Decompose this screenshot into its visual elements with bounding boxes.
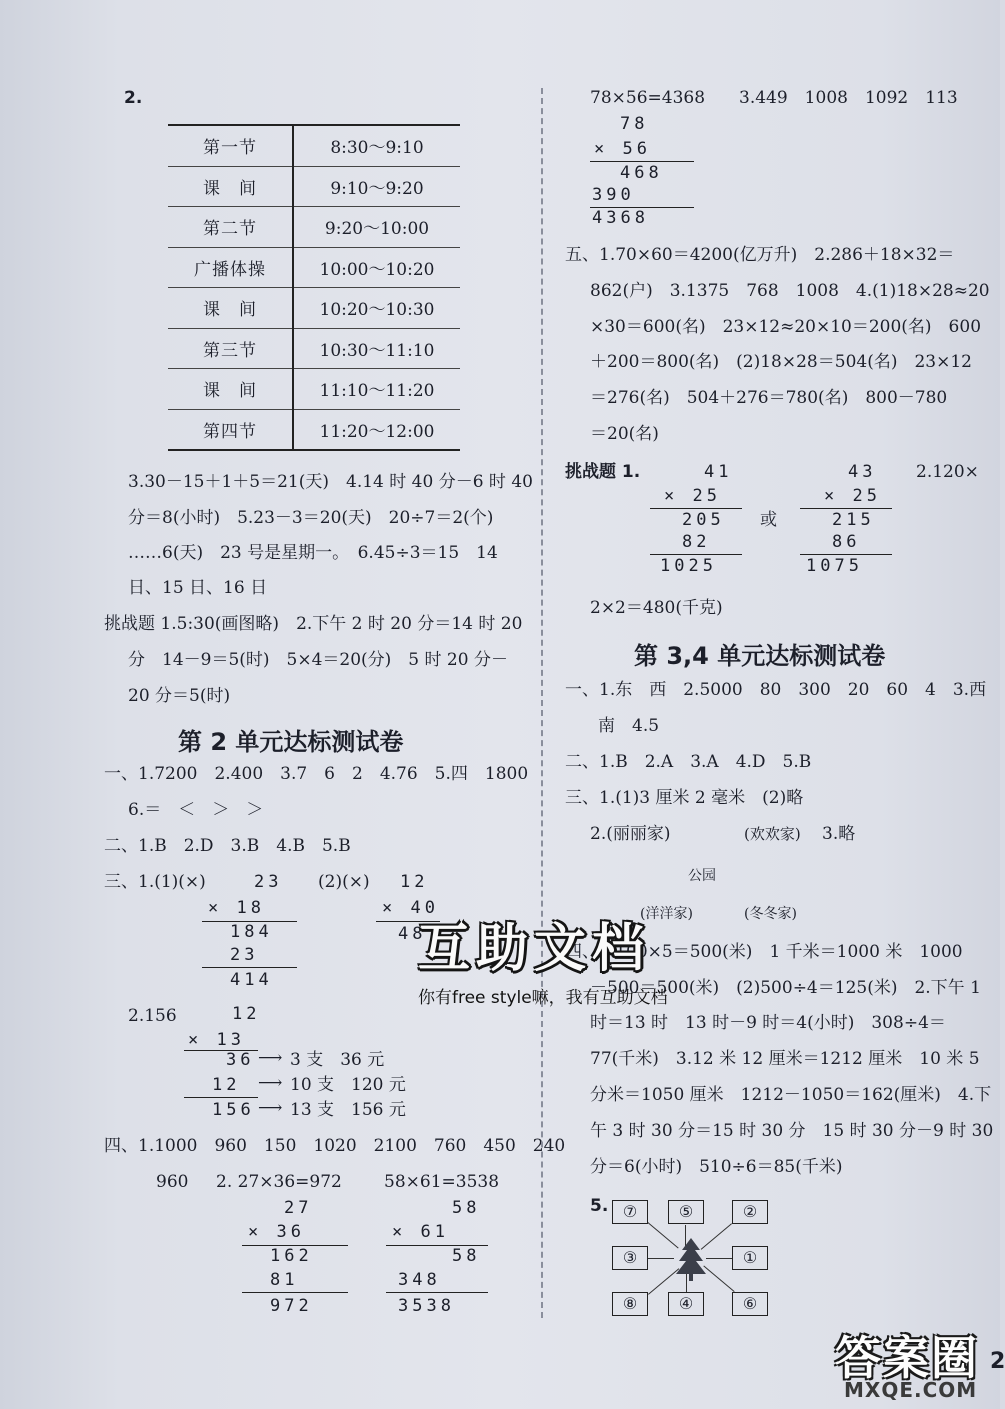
- calc-digit: 82: [682, 532, 711, 552]
- calc-digit: 205: [682, 510, 725, 530]
- column-divider: [541, 88, 543, 1318]
- answer-line: 77(千米) 3.12 米 12 厘米＝1212 厘米 10 米 5: [590, 1049, 980, 1069]
- calc-digit: × 25: [664, 486, 721, 506]
- page-number-edge: 2: [990, 1349, 1005, 1374]
- answer-line: 三、1.(1)(×): [104, 872, 206, 892]
- calc-digit: 81: [270, 1270, 299, 1290]
- calc-digit: × 40: [382, 898, 439, 918]
- answer-line: ×30＝600(名) 23×12≈20×10＝200(名) 600: [590, 317, 982, 337]
- answer-line: 2.120×: [916, 462, 979, 482]
- grid-cell: ②: [732, 1200, 768, 1224]
- answer-line: 一、1.东 西 2.5000 80 300 20 60 4 3.西: [565, 680, 987, 700]
- answer-line: 四、1.1000 960 150 1020 2100 760 450 240: [104, 1136, 566, 1156]
- calc-digit: × 61: [392, 1222, 449, 1242]
- answer-line: 或: [760, 510, 777, 530]
- answer-line: 午 3 时 30 分＝15 时 30 分 15 时 30 分－9 时 30: [590, 1121, 994, 1141]
- answer-line: 南 4.5: [598, 716, 660, 736]
- answer-line: ＋200＝800(名) (2)18×28＝504(名) 23×12: [590, 352, 972, 372]
- map-label: (冬冬家): [744, 906, 797, 922]
- calc-digit: 12: [232, 1004, 261, 1024]
- calc-digit: 27: [284, 1198, 313, 1218]
- arrow-icon: ⟶: [258, 1048, 283, 1068]
- calc-rule: [184, 1097, 258, 1098]
- calc-digit: 86: [832, 532, 861, 552]
- calc-digit: × 56: [594, 139, 651, 159]
- table-row: 第三节 10:30～11:10: [168, 328, 460, 369]
- calc-digit: 390: [592, 185, 635, 205]
- corner-watermark: 答案圈: [835, 1331, 979, 1385]
- section-heading-unit2: 第 2 单元达标测试卷: [178, 728, 404, 756]
- answer-line: 20 分＝5(时): [128, 686, 231, 706]
- grid-cell: ③: [612, 1246, 648, 1270]
- answer-line: 挑战题 1.: [565, 462, 641, 482]
- grid-cell: ⑥: [732, 1292, 768, 1316]
- table-row: 广播体操 10:00～10:20: [168, 247, 460, 288]
- answer-line: 时＝13 时 13 时－9 时＝4(小时) 308÷4＝: [590, 1013, 946, 1033]
- schedule-table: [168, 124, 460, 451]
- calc-digit: 348: [398, 1270, 441, 1290]
- answer-line: 日、15 日、16 日: [128, 578, 268, 598]
- connector-line: [706, 1258, 732, 1259]
- answer-line: 分＝8(小时) 5.23－3＝20(天) 20÷7＝2(个): [128, 508, 494, 528]
- calc-digit: × 36: [248, 1222, 305, 1242]
- calc-rule: [650, 508, 742, 509]
- calc-note: 13 支 156 元: [290, 1100, 406, 1120]
- calc-rule: [386, 1292, 488, 1293]
- calc-digit: 58: [452, 1198, 481, 1218]
- calc-digit: × 13: [188, 1030, 245, 1050]
- answer-line: ＝20(名): [590, 424, 659, 444]
- calc-digit: 1025: [660, 556, 717, 576]
- calc-digit: 58: [452, 1246, 481, 1266]
- map-label: 2.(丽丽家): [590, 824, 671, 844]
- arrow-icon: ⟶: [258, 1073, 283, 1093]
- arrow-icon: ⟶: [258, 1098, 283, 1118]
- calc-rule: [202, 967, 297, 968]
- calc-digit: 36: [226, 1050, 255, 1070]
- section-heading-unit34: 第 3,4 单元达标测试卷: [634, 642, 886, 670]
- calc-digit: 414: [230, 970, 273, 990]
- answer-line: 3.略: [822, 824, 856, 844]
- calc-digit: 3538: [398, 1296, 455, 1316]
- calc-digit: 41: [704, 462, 733, 482]
- grid-cell: ⑦: [612, 1200, 648, 1224]
- calc-digit: 215: [832, 510, 875, 530]
- answer-line: 5.: [590, 1196, 609, 1216]
- table-row: 课 间 9:10～9:20: [168, 166, 460, 207]
- calc-rule: [800, 554, 892, 555]
- q2-label: 2.: [124, 88, 143, 108]
- calc-digit: 78: [620, 114, 649, 134]
- answer-line: 三、1.(1)3 厘米 2 毫米 (2)略: [565, 788, 804, 808]
- answer-line: 3.30－15＋1＋5＝21(天) 4.14 时 40 分－6 时 40: [128, 472, 533, 492]
- grid-cell: ①: [732, 1246, 768, 1270]
- answer-line: 862(户) 3.1375 768 1008 4.(1)18×28≈20: [590, 281, 990, 301]
- table-row: 第四节 11:20～12:00: [168, 409, 460, 450]
- answer-line: 二、1.B 2.D 3.B 4.B 5.B: [104, 836, 351, 856]
- calc-digit: 156: [212, 1100, 255, 1120]
- connector-line: [703, 1266, 734, 1292]
- connector-line: [648, 1258, 674, 1259]
- map-label: 公园: [688, 868, 716, 884]
- answer-line: 分米＝1050 厘米 1212－1050＝162(厘米) 4.下: [590, 1085, 992, 1105]
- grid-cell: ⑧: [612, 1292, 648, 1316]
- answer-line: 一、1.7200 2.400 3.7 6 2 4.76 5.四 1800: [104, 764, 529, 784]
- table-row: 课 间 11:10～11:20: [168, 369, 460, 410]
- calc-digit: 48: [398, 924, 427, 944]
- answer-line: 58×61=3538: [384, 1172, 500, 1192]
- calc-rule: [242, 1292, 348, 1293]
- calc-digit: 972: [270, 1296, 313, 1316]
- calc-digit: 23: [230, 945, 259, 965]
- answer-line: 2.156: [128, 1006, 177, 1026]
- answer-line: 四、1.100×5＝500(米) 1 千米＝1000 米 1000: [565, 942, 963, 962]
- calc-digit: 23: [254, 872, 283, 892]
- watermark-subtitle: 你有free style嘛，我有互助文档: [418, 988, 668, 1008]
- calc-rule: [650, 554, 742, 555]
- calc-digit: 4368: [592, 208, 649, 228]
- answer-line: 五、1.70×60＝4200(亿万升) 2.286＋18×32＝: [565, 245, 955, 265]
- answer-line: 78×56=4368 3.449 1008 1092 113: [590, 88, 958, 108]
- calc-digit: 12: [400, 872, 429, 892]
- answer-line: 挑战题 1.5:30(画图略) 2.下午 2 时 20 分＝14 时 20: [104, 614, 523, 634]
- table-row: 第一节 8:30～9:10: [168, 125, 460, 166]
- answer-line: 2. 27×36=972: [216, 1172, 342, 1192]
- calc-digit: 162: [270, 1246, 313, 1266]
- answer-line: ＝276(名) 504＋276＝780(名) 800－780: [590, 388, 948, 408]
- calc-digit: 1075: [806, 556, 863, 576]
- calc-digit: 184: [230, 922, 273, 942]
- calc-digit: 12: [212, 1075, 241, 1095]
- answer-line: 6.＝ ＜ ＞ ＞: [128, 800, 264, 820]
- watermark-logo: [418, 906, 718, 1008]
- calc-note: 3 支 36 元: [290, 1050, 385, 1070]
- calc-digit: 468: [620, 163, 663, 183]
- map-label: (欢欢家): [744, 825, 801, 843]
- calc-digit: 43: [848, 462, 877, 482]
- corner-watermark-url: MXQE.COM: [844, 1378, 978, 1402]
- answer-line: －500＝500(米) (2)500÷4＝125(米) 2.下午 1: [590, 978, 981, 998]
- answer-line: 2×2＝480(千克): [590, 598, 723, 618]
- table-row: 第二节 9:20～10:00: [168, 207, 460, 248]
- grid-cell: ④: [668, 1292, 704, 1316]
- table-row: 课 间 10:20～10:30: [168, 288, 460, 329]
- calc-digit: × 18: [208, 898, 265, 918]
- answer-line: (2)(×): [318, 872, 370, 892]
- map-label: (洋洋家): [640, 906, 693, 922]
- answer-line: 二、1.B 2.A 3.A 4.D 5.B: [565, 752, 812, 772]
- answer-line: 分＝6(小时) 510÷6＝85(千米): [590, 1157, 843, 1177]
- watermark-title: 互助文档: [418, 919, 651, 979]
- answer-line: 分 14－9＝5(时) 5×4＝20(分) 5 时 20 分－: [128, 650, 508, 670]
- calc-rule: [800, 508, 892, 509]
- calc-note: 10 支 120 元: [290, 1075, 406, 1095]
- answer-line: 960: [156, 1172, 189, 1192]
- answer-line: ……6(天) 23 号是星期一。 6.45÷3＝15 14: [128, 543, 498, 563]
- tree-icon: [674, 1236, 708, 1282]
- calc-rule: [590, 161, 694, 162]
- grid-cell: ⑤: [668, 1200, 704, 1224]
- calc-digit: × 25: [824, 486, 881, 506]
